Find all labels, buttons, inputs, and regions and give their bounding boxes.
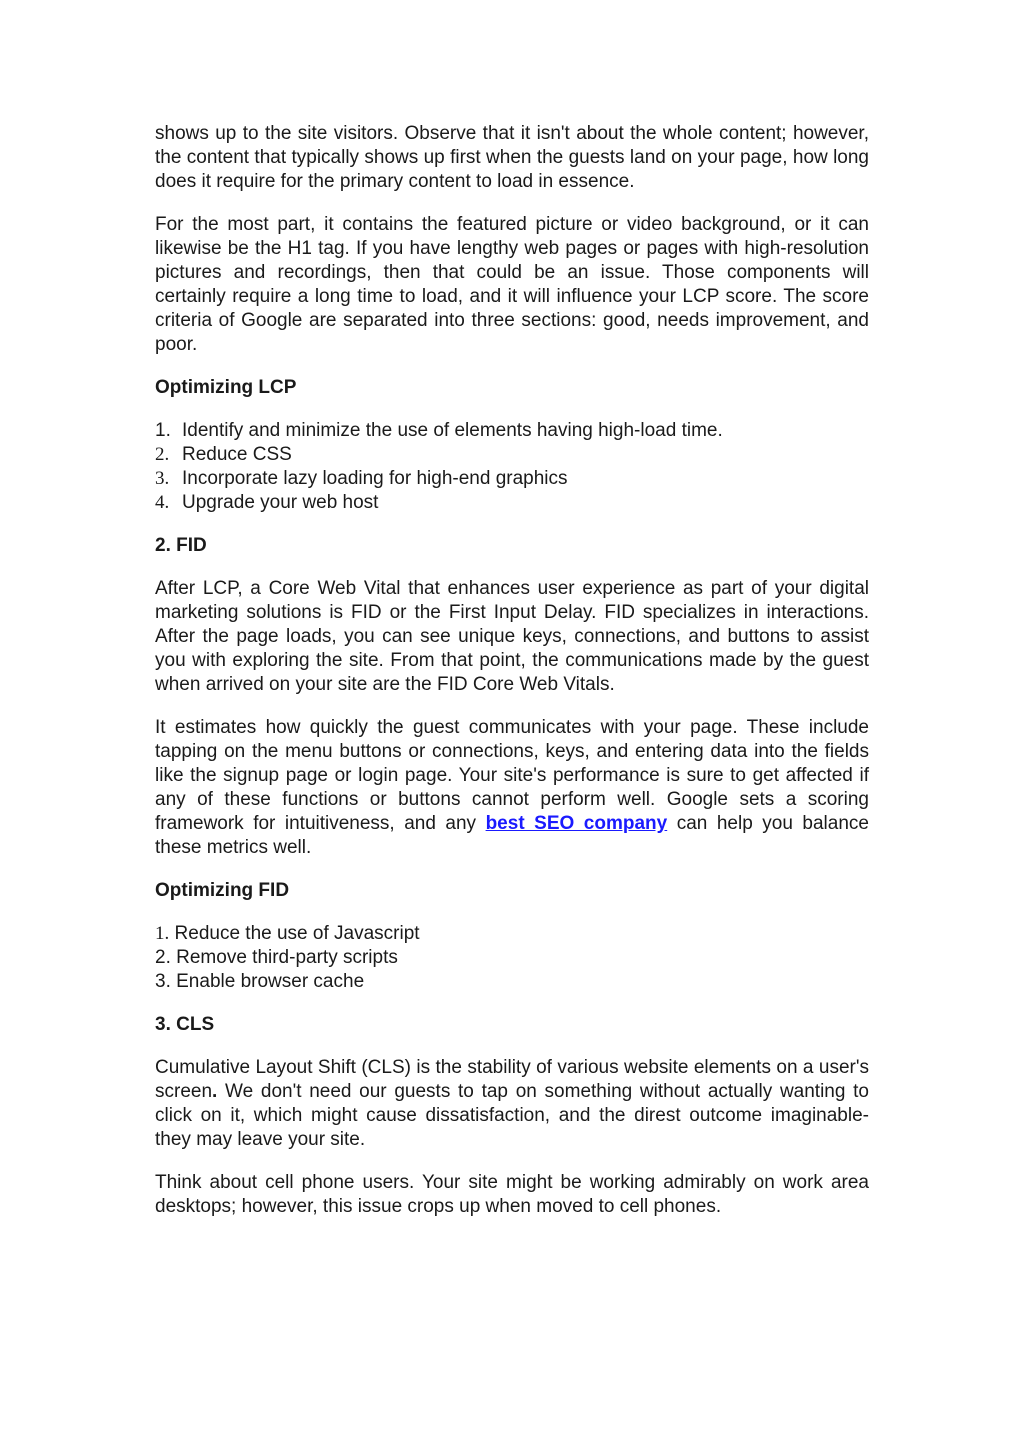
fid-list [155, 922, 869, 994]
intro-paragraph-1: shows up to the site visitors. Observe that it isn't about the whole content; however, the content that typically shows up first when the guests land on your page, how long does it require for the primary content to load in essence. [155, 123, 869, 192]
list-number: 1. [155, 420, 171, 441]
bold-period: . [212, 1081, 218, 1102]
cls-paragraph-2: Think about cell phone users. Your site might be working admirably on work area desktops; however, this issue crops up when moved to cell phones. [155, 1172, 869, 1217]
fid-paragraph-2-tail: can help you balance these metrics well. [155, 813, 869, 858]
list-text: Incorporate lazy loading for high-end graphics [182, 468, 568, 489]
fid-heading: 2. FID [155, 535, 207, 556]
list-number: 4. [155, 492, 170, 513]
list-number: 2. [155, 444, 170, 465]
optimizing-lcp-heading: Optimizing LCP [155, 377, 297, 398]
lcp-list [155, 419, 869, 515]
list-item [155, 946, 869, 970]
fid-paragraph-2-text: It estimates how quickly the guest communicates with your page. These include tapping on the menu buttons or connections, keys, and entering data into the fields like the signup page or login page. Your site's performance is sure to get affected if any of these functions or buttons cannot perform well. Google sets a scoring framework for intuitiveness, and any [155, 717, 869, 834]
list-text: Upgrade your web host [182, 492, 379, 513]
cls-heading: 3. CLS [155, 1014, 215, 1035]
cls-paragraph-1-tail: We don't need our guests to tap on something without actually wanting to click on it, which might cause dissatisfaction, and the direst outcome imaginable- they may leave your site. [155, 1081, 869, 1150]
list-item [155, 970, 869, 994]
list-text: Enable browser cache [170, 971, 365, 992]
list-item [155, 419, 869, 443]
optimizing-fid-heading: Optimizing FID [155, 880, 290, 901]
cls-paragraph-1 [155, 1056, 869, 1152]
list-number: 3. [155, 971, 171, 992]
best-seo-company-link[interactable]: best SEO company [485, 813, 668, 834]
list-item [155, 491, 869, 515]
list-item [155, 443, 869, 467]
cls-paragraph-1-text: Cumulative Layout Shift (CLS) is the stability of various website elements on a user's screen [155, 1057, 869, 1102]
list-text: Reduce the use of Javascript [169, 923, 420, 944]
intro-paragraph-2: For the most part, it contains the featured picture or video background, or it can likewise be the H1 tag. If you have lengthy web pages or pages with high-resolution pictures and recordings, then that could be an issue. Those components will certainly require a long time to load, and it will influence your LCP score. The score criteria of Google are separated into three sections: good, needs improvement, and poor. [155, 214, 869, 355]
list-number: 1. [155, 923, 170, 944]
list-item [155, 922, 869, 946]
list-text: Remove third-party scripts [170, 947, 398, 968]
list-number: 3. [155, 468, 170, 489]
list-item [155, 467, 869, 491]
list-text: Identify and minimize the use of elements having high-load time. [182, 420, 723, 441]
list-text: Reduce CSS [182, 444, 292, 465]
fid-paragraph-1: After LCP, a Core Web Vital that enhances user experience as part of your digital marketing solutions is FID or the First Input Delay. FID specializes in interactions. After the page loads, you can see unique keys, connections, and buttons to assist you with exploring the site. From that point, the communications made by the guest when arrived on your site are the FID Core Web Vitals. [155, 578, 869, 695]
fid-paragraph-2 [155, 716, 869, 860]
document-page [155, 122, 869, 1238]
list-number: 2. [155, 947, 171, 968]
